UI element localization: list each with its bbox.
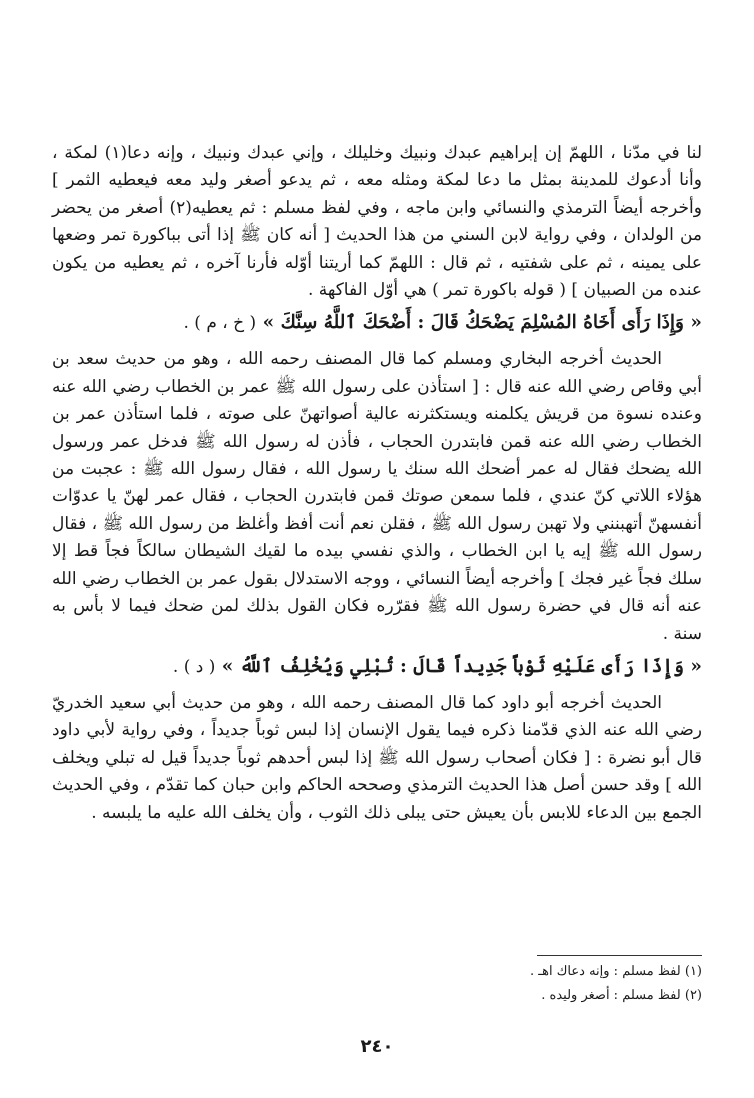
quote-text: « وَإِذَا رَأَى أَخَاهُ المُسْلِمَ يَضْحَكُ قَالَ : أَضْحَكَ ٱللَّهُ سِنَّكَ »	[262, 312, 702, 334]
commentary-paragraph-garment: الحديث أخرجه أبو داود كما قال المصنف رحمه الله ، وهو من حديث أبي سعيد الخدريّ رضي الله عنه الذي قدّمنا ذكره فيما يقول الإنسان إذا لبس ثوباً جديداً ، وفي رواية لأبي داود قال أبو نضرة : [ فكان أصحاب رسول الله ﷺ إذا لبس أحدهم ثوباً جديداً قيل له تبلي ويخلف الله ] وقد حسن أصل هذا الحديث الترمذي وصححه الحاكم وابن حبان كما تقدّم ، وفي الحديث الجمع بين الدعاء للابس بأن يعيش حتى يبلى ذلك الثوب ، وأن يخلف الله عليه ما يلبسه .	[52, 692, 702, 823]
hadith-quote-new-garment	[52, 652, 702, 682]
footnote-1: (١) لفظ مسلم : وإنه دعاك اهـ .	[530, 964, 702, 979]
quote-text: « وَإِذَا رَأَى عَلَيْهِ ثَوْباً جَدِيداً قَالَ : تُبْلِي وَيُخْلِفُ ٱللَّهُ »	[221, 655, 702, 677]
quote-reference: ( د ) .	[172, 656, 216, 677]
quote-reference: ( خ ، م ) .	[183, 313, 257, 334]
main-text	[52, 140, 702, 827]
intro-paragraph: لنا في مدّنا ، اللهمّ إن إبراهيم عبدك ونبيك وخليلك ، وإني عبدك ونبيك ، وإنه دعا(١) لمكة ، وأنا أدعوك للمدينة بمثل ما دعا لمكة ومثله معه ، ثم يدعو أصغر وليد معه فيعطيه الثمر ] وأخرجه أيضاً الترمذي والنسائي وابن ماجه ، وفي لفظ مسلم : ثم يعطيه(٢) أصغر من يحضر من الولدان ، وفي رواية لابن السني من هذا الحديث [ أنه كان ﷺ إذا أتى بباكورة تمر وضعها على يمينه ، ثم على شفتيه ، ثم قال : اللهمّ كما أريتنا أوّله فأرنا آخره ، ثم يعطيه من يكون عنده من الصبيان ] ( قوله باكورة تمر ) هي أوّل الفاكهة .	[52, 143, 702, 301]
footnotes	[52, 960, 702, 1008]
commentary-paragraph-smile: الحديث أخرجه البخاري ومسلم كما قال المصنف رحمه الله ، وهو من حديث سعد بن أبي وقاص رضي الله عنه قال : [ استأذن على رسول الله ﷺ عمر بن الخطاب رضي الله عنه وعنده نسوة من قريش يكلمنه ويستكثرنه عالية أصواتهنّ على صوته ، فلما استأذن عمر بن الخطاب رضي الله عنه قمن فابتدرن الحجاب ، فأذن له رسول الله ﷺ فدخل عمر ورسول الله يضحك فقال له عمر أضحك الله سنك يا رسول الله ، فقال رسول الله ﷺ : عجبت من هؤلاء اللاتي كنّ عندي ، فلما سمعن صوتك قمن فابتدرن الحجاب ، فقال عمر لهنّ يا عدوّات أنفسهنّ أتهبنني ولا تهبن رسول الله ﷺ ، فقلن نعم أنت أفظ وأغلظ من رسول الله ﷺ ، فقال رسول الله ﷺ إيه يا ابن الخطاب ، والذي نفسي بيده ما لقيك الشيطان سالكاً فجاً قط إلا سلك فجاً غير فجك ] وأخرجه أيضاً النسائي ، ووجه الاستدلال بقول عمر بن الخطاب رضي الله عنه أنه قال في حضرة رسول الله ﷺ فقرّره فكان القول بذلك لمن ضحك فيما لا بأس به سنة .	[52, 349, 702, 644]
page-number: ٢٤٠	[360, 1036, 394, 1057]
hadith-quote-smile	[52, 308, 702, 338]
footnote-2: (٢) لفظ مسلم : أصغر وليده .	[541, 988, 702, 1003]
footnote-divider	[537, 955, 702, 956]
